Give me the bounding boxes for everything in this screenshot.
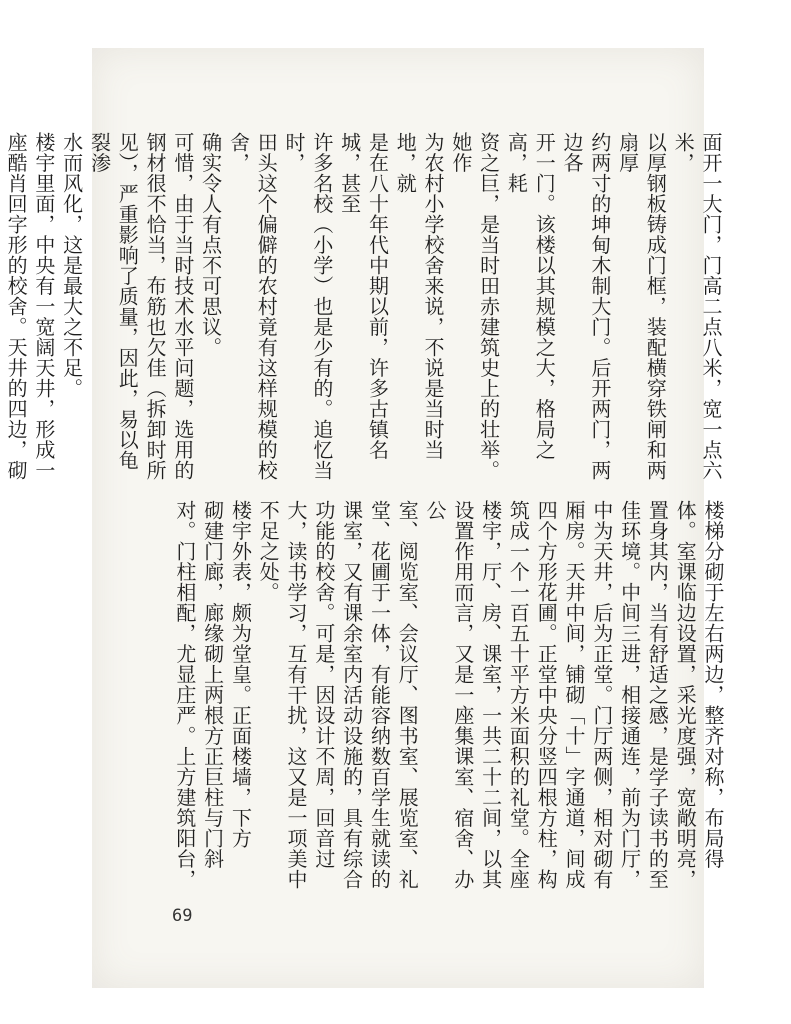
lower-text-block: 楼梯分砌于左右两边，整齐对称，布局得 体。室课临边设置，采光度强，宽敞明亮， 置身其内，当有舒适之感，是学子读书的至 佳环境。中间三进，相接通连，前为门厅， 中为天井，后为正堂。门厅两侧，相对砌有 厢房。天井中间，铺砌「十」字通道，间成 四个方形花圃。正堂中央分竖四根方柱，构 筑成一个一百五十平方米面积的礼堂。全座 楼宇，厅、房、课室，一共二十二间，以其 设置作用而言，又是一座集课室、宿舍、办公 室、阅览室、会议厅、图书室、展览室、礼 堂、花圃于一体，有能容纳数百学生就读的 课室，又有课余室内活动设施的，具有综合 功能的校舍。可是，因设计不周，回音过 大，读书学习，互有干扰，这又是一项美中 不足之处。 楼宇外表，颇为堂皇。正面楼墙，下方 砌建门廊，廊缘砌上两根方正巨柱与门斜 对。门柱相配，尤显庄严。上方建筑阳台， [172, 500, 725, 890]
page-number: 69 [172, 906, 193, 926]
upper-text-block: 面开一大门，门高二点八米，宽一点六米， 以厚钢板铸成门框，装配横穿铁闸和两扇厚 约两寸的坤甸木制大门。后开两门，两边各 开一门。该楼以其规模之大，格局之高，耗 资之巨，是当时田赤建筑史上的壮举。她作 为农村小学校舍来说，不说是当时当地，就 是在八十年代中期以前，许多古镇名城，甚至 许多名校（小学）也是少有的。追忆当时， 田头这个偏僻的农村竟有这样规模的校舍， 确实令人有点不可思议。 可惜，由于当时技术水平问题，选用的 钢材很不恰当，布筋也欠佳（拆卸时所 见），严重影响了质量，因此，易以龟裂渗 水而风化，这是最大之不足。 楼宇里面，中央有一宽阔天井，形成一 座酷肖回字形的校舍。天井的四边，砌 [4, 132, 723, 481]
